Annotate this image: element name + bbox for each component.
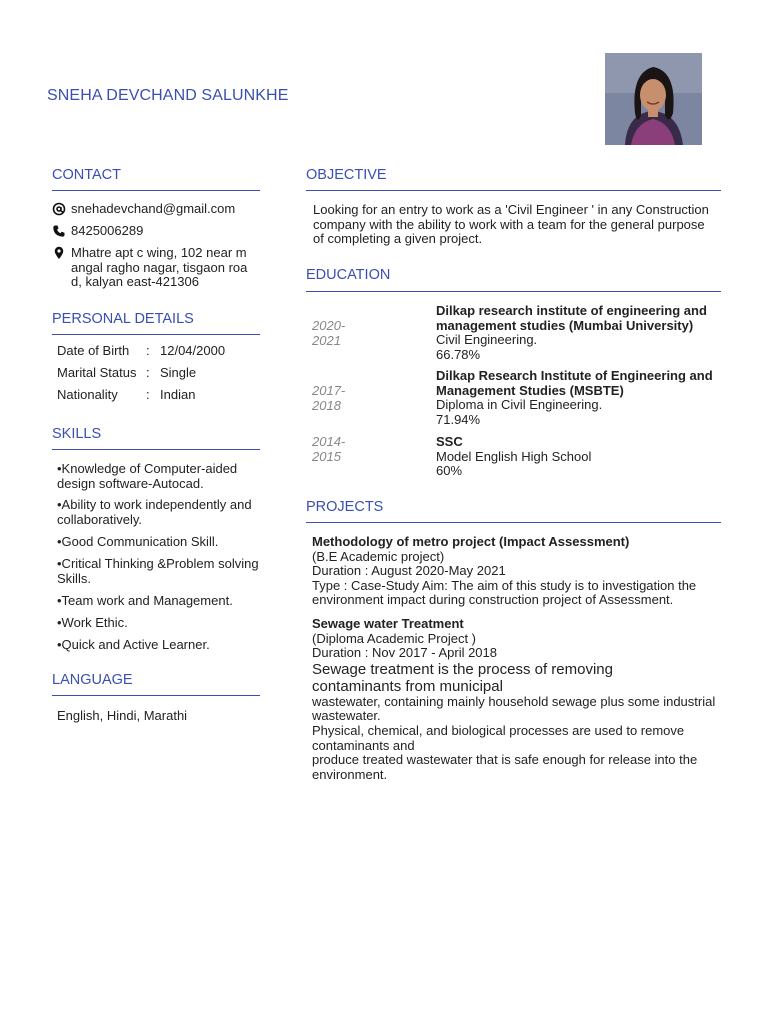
education-score: 66.78% (436, 346, 481, 362)
section-title-skills: SKILLS (52, 426, 102, 442)
section-title-projects: PROJECTS (306, 499, 384, 515)
education-course: Civil Engineering. (436, 332, 538, 348)
candidate-name: SNEHA DEVCHAND SALUNKHE (47, 87, 289, 104)
address-line: d, kalyan east-421306 (71, 274, 199, 290)
project-line: produce treated wastewater that is safe enough for release into the environment. (312, 752, 698, 782)
address-line: angal ragho nagar, tisgaon roa (71, 259, 248, 275)
section-divider (52, 190, 260, 191)
at-icon (52, 202, 66, 216)
personal-value: Single (160, 365, 197, 380)
education-course: Model English High School (436, 448, 592, 464)
education-course: Diploma in Civil Engineering. (436, 397, 603, 413)
skill-item: •Work Ethic. (57, 615, 128, 630)
section-title-contact: CONTACT (52, 167, 122, 183)
contact-email[interactable]: snehadevchand@gmail.com (71, 201, 236, 216)
personal-label: Nationality (57, 387, 118, 402)
contact-address-row (52, 246, 247, 290)
section-divider (306, 190, 721, 191)
personal-label: Date of Birth (57, 343, 130, 358)
skill-item: •Good Communication Skill. (57, 534, 219, 549)
personal-value: 12/04/2000 (160, 343, 226, 358)
year-start: 2017- (312, 383, 346, 398)
education-institute: Dilkap research institute of engineering and management studies (Mumbai University) (436, 303, 707, 333)
section-divider (52, 695, 260, 696)
section-title-objective: OBJECTIVE (306, 167, 387, 183)
skill-item: •Knowledge of Computer-aided design software-Autocad. (57, 461, 238, 491)
education-entry (436, 369, 716, 427)
contact-address (71, 246, 247, 290)
project-entry (312, 535, 722, 608)
contact-phone-row (52, 224, 143, 239)
year-start: 2014- (312, 434, 346, 449)
project-description-large: Sewage treatment is the process of removing contaminants from municipal (312, 660, 613, 695)
language-list: English, Hindi, Marathi (57, 708, 188, 723)
project-title: Sewage water Treatment (312, 616, 464, 631)
education-score: 60% (436, 463, 463, 479)
section-title-language: LANGUAGE (52, 672, 133, 688)
education-years (312, 434, 372, 464)
personal-sep: : (146, 387, 150, 402)
project-line: (Diploma Academic Project ) (312, 630, 476, 646)
education-years (312, 318, 372, 348)
project-line: Duration : Nov 2017 - April 2018 (312, 645, 497, 661)
skill-item: •Team work and Management. (57, 593, 233, 608)
personal-sep: : (146, 365, 150, 380)
education-institute: Dilkap Research Institute of Engineering and Management Studies (MSBTE) (436, 368, 713, 398)
personal-label: Marital Status (57, 365, 137, 380)
education-score: 71.94% (436, 411, 481, 427)
section-divider (306, 522, 721, 523)
section-divider (306, 291, 721, 292)
project-line: Duration : August 2020-May 2021 (312, 563, 506, 579)
contact-email-row (52, 202, 235, 217)
address-line: Mhatre apt c wing, 102 near m (71, 245, 247, 260)
section-title-personal-details: PERSONAL DETAILS (52, 311, 194, 327)
project-line: Physical, chemical, and biological processes are used to remove contaminants and (312, 722, 685, 753)
education-years (312, 383, 372, 413)
location-pin-icon (52, 246, 66, 260)
skill-item: •Ability to work independently and collaboratively. (57, 497, 252, 527)
year-end: 2015 (312, 449, 341, 464)
project-line: wastewater, containing mainly household sewage plus some industrial wastewater. (312, 693, 716, 724)
personal-sep: : (146, 343, 150, 358)
skill-item: •Quick and Active Learner. (57, 637, 210, 652)
phone-icon (52, 224, 66, 238)
year-start: 2020- (312, 318, 346, 333)
project-entry (312, 617, 722, 782)
section-divider (52, 334, 260, 335)
profile-photo (605, 53, 702, 145)
year-end: 2021 (312, 333, 341, 348)
year-end: 2018 (312, 398, 341, 413)
education-entry (436, 304, 716, 362)
project-line: Type : Case-Study Aim: The aim of this study is to investigation the environment impact during construction project of Assessment. (312, 577, 697, 608)
personal-value: Indian (160, 387, 196, 402)
education-institute: SSC (436, 434, 463, 449)
skill-item: •Critical Thinking &Problem solving Skills. (57, 556, 259, 586)
project-title: Methodology of metro project (Impact Assessment) (312, 534, 630, 549)
project-line: (B.E Academic project) (312, 548, 445, 564)
section-divider (52, 449, 260, 450)
objective-text: Looking for an entry to work as a 'Civil Engineer ' in any Construction company with the ability to work with a team for the general purpose of completing a given project. (313, 202, 709, 247)
education-entry (436, 435, 716, 479)
contact-phone[interactable]: 8425006289 (71, 223, 144, 238)
section-title-education: EDUCATION (306, 267, 391, 283)
